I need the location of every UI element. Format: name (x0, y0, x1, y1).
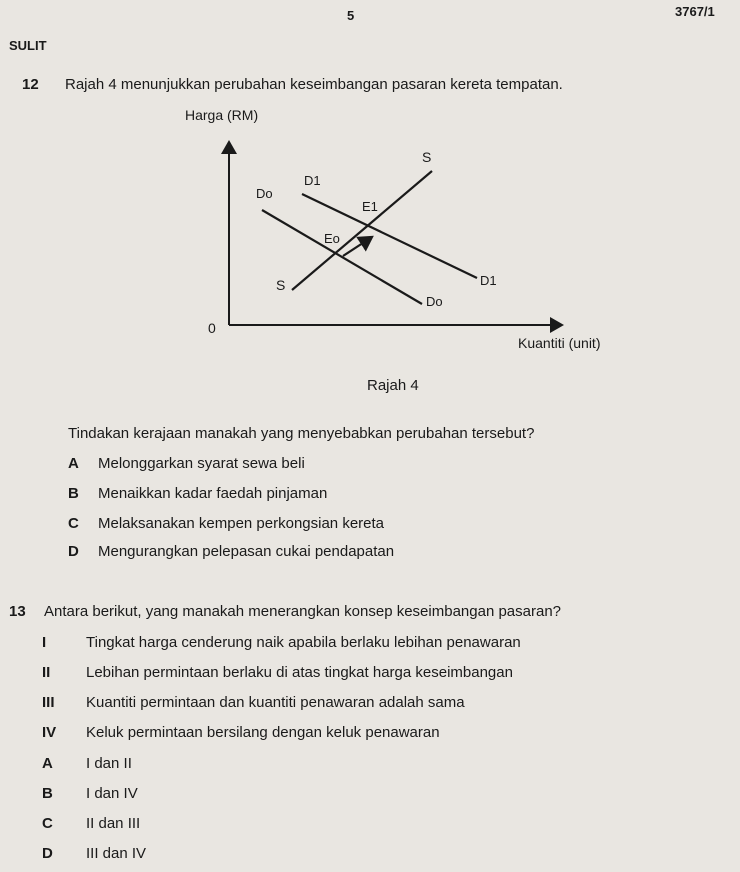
origin-label: 0 (208, 320, 216, 336)
q12-option-letter: B (68, 485, 79, 502)
y-axis-label: Harga (RM) (185, 107, 259, 123)
q13-statement-numeral: IV (42, 724, 57, 741)
figure-caption: Rajah 4 (367, 377, 419, 394)
q13-option-text[interactable]: III dan IV (86, 845, 147, 862)
q13-statement-numeral: I (42, 634, 47, 651)
e1-label: E1 (362, 199, 378, 214)
supply-label-bottom: S (276, 277, 286, 293)
q13-statement-text: Kuantiti permintaan dan kuantiti penawaran adalah sama (86, 694, 465, 711)
q13-option-text[interactable]: II dan III (86, 815, 141, 832)
d0-label-top: Do (256, 186, 273, 201)
shift-arrow (343, 237, 372, 256)
q13-option-text[interactable]: I dan IV (86, 785, 138, 802)
q13-statement-text: Lebihan permintaan berlaku di atas tingkat harga keseimbangan (86, 664, 513, 681)
classification-label: SULIT (9, 38, 47, 53)
page-number: 5 (347, 8, 355, 23)
q12-stem: Rajah 4 menunjukkan perubahan keseimbangan pasaran kereta tempatan. (65, 76, 563, 93)
q12-question: Tindakan kerajaan manakah yang menyebabkan perubahan tersebut? (68, 425, 535, 442)
q12-option-letter: C (68, 515, 79, 532)
q13-option-letter: D (42, 845, 53, 862)
q13-option-letter: B (42, 785, 53, 802)
q12-option-letter: D (68, 543, 79, 560)
q13-statement-text: Tingkat harga cenderung naik apabila berlaku lebihan penawaran (86, 634, 521, 651)
q12-option-text[interactable]: Melonggarkan syarat sewa beli (98, 455, 305, 472)
q13-number: 13 (9, 603, 26, 620)
q12-option-letter: A (68, 455, 79, 472)
paper-code: 3767/1 (675, 4, 715, 19)
d1-label-top: D1 (304, 173, 321, 188)
d1-label-bottom: D1 (480, 273, 497, 288)
demand-curve-d0 (262, 210, 422, 304)
q13-option-letter: C (42, 815, 53, 832)
q12-option-text[interactable]: Menaikkan kadar faedah pinjaman (98, 485, 328, 502)
q13-statement-text: Keluk permintaan bersilang dengan keluk penawaran (86, 724, 440, 741)
q13-statement-numeral: II (42, 664, 51, 681)
x-axis-label: Kuantiti (unit) (518, 335, 601, 351)
supply-label-top: S (422, 149, 432, 165)
q13-option-letter: A (42, 755, 53, 772)
q13-stem: Antara berikut, yang manakah menerangkan konsep keseimbangan pasaran? (44, 603, 562, 620)
q13-statement-numeral: III (42, 694, 55, 711)
q12-number: 12 (22, 76, 39, 93)
q12-option-text[interactable]: Melaksanakan kempen perkongsian kereta (98, 515, 385, 532)
q12-option-text[interactable]: Mengurangkan pelepasan cukai pendapatan (98, 543, 395, 560)
supply-curve (292, 171, 432, 290)
q13-option-text[interactable]: I dan II (86, 755, 132, 772)
d0-label-bottom: Do (426, 294, 443, 309)
e0-label: Eo (324, 231, 340, 246)
